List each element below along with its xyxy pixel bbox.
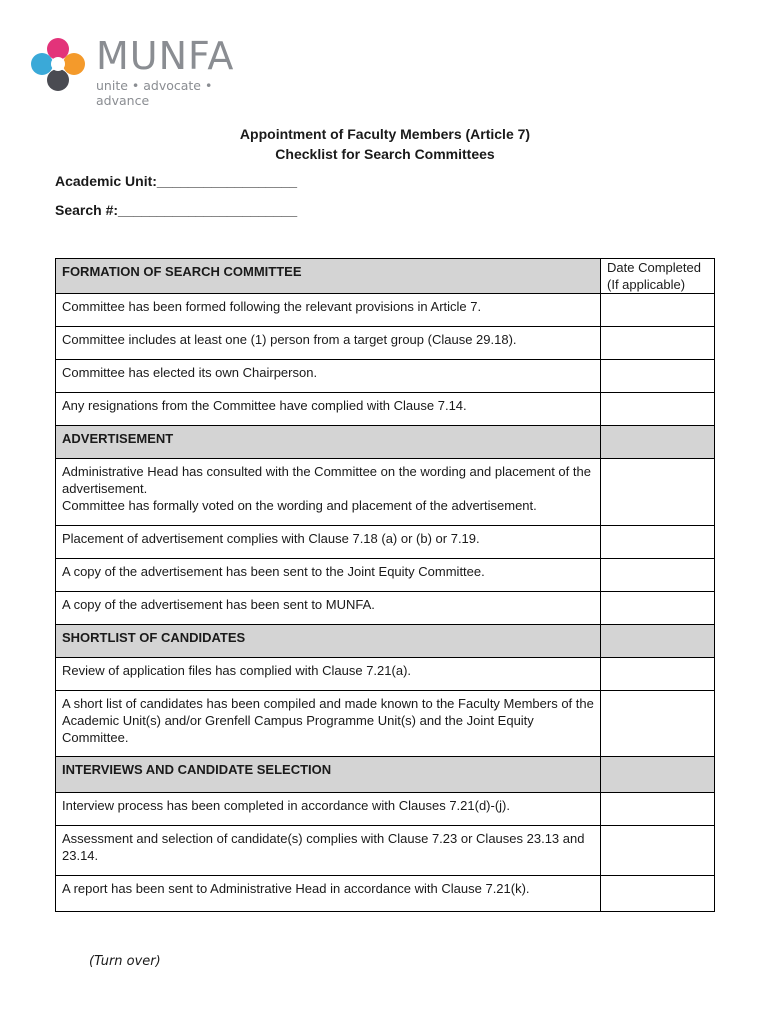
checklist-item: Committee has been formed following the relevant provisions in Article 7.	[56, 294, 601, 327]
section-header-row	[56, 757, 715, 793]
checklist-item: Assessment and selection of candidate(s) complies with Clause 7.23 or Clauses 23.13 and 23.14.	[56, 826, 601, 876]
logo-tagline: unite • advocate • advance	[96, 78, 213, 108]
checklist-item: A copy of the advertisement has been sent to the Joint Equity Committee.	[56, 559, 601, 592]
section-date-cell	[601, 757, 715, 793]
checklist-item: A report has been sent to Administrative Head in accordance with Clause 7.21(k).	[56, 876, 601, 912]
section-title: FORMATION OF SEARCH COMMITTEE	[56, 259, 601, 294]
checklist-item: Review of application files has complied with Clause 7.21(a).	[56, 658, 601, 691]
table-row	[56, 592, 715, 625]
munfa-logo	[30, 34, 260, 108]
if-applicable-label: (If applicable)	[607, 277, 686, 292]
checklist-item: Interview process has been completed in accordance with Clauses 7.21(d)-(j).	[56, 793, 601, 826]
section-header-row	[56, 259, 715, 294]
section-title: INTERVIEWS AND CANDIDATE SELECTION	[56, 757, 601, 793]
table-row	[56, 393, 715, 426]
table-row	[56, 327, 715, 360]
table-row	[56, 826, 715, 876]
date-completed-cell[interactable]	[601, 876, 715, 912]
date-completed-cell[interactable]	[601, 526, 715, 559]
logo-brand-text: MUNFA	[96, 34, 235, 78]
table-row	[56, 526, 715, 559]
checklist-table	[55, 258, 715, 912]
table-row	[56, 360, 715, 393]
section-date-cell	[601, 426, 715, 459]
table-row	[56, 459, 715, 526]
date-completed-cell[interactable]	[601, 559, 715, 592]
section-title: SHORTLIST OF CANDIDATES	[56, 625, 601, 658]
table-row	[56, 658, 715, 691]
date-completed-cell[interactable]	[601, 294, 715, 327]
section-date-cell	[601, 625, 715, 658]
date-completed-cell[interactable]	[601, 360, 715, 393]
date-completed-cell[interactable]	[601, 826, 715, 876]
date-completed-cell[interactable]	[601, 327, 715, 360]
date-completed-header	[601, 259, 715, 294]
document-title: Appointment of Faculty Members (Article 7)	[239, 126, 531, 142]
table-row	[56, 876, 715, 912]
table-row	[56, 294, 715, 327]
table-row	[56, 691, 715, 757]
table-row	[56, 793, 715, 826]
date-completed-cell[interactable]	[601, 459, 715, 526]
date-completed-cell[interactable]	[601, 658, 715, 691]
checklist-item: Any resignations from the Committee have complied with Clause 7.14.	[56, 393, 601, 426]
academic-unit-field: Academic Unit:__________________	[55, 173, 298, 189]
turn-over-note: (Turn over)	[89, 954, 161, 969]
search-number-field: Search #:_______________________	[55, 202, 298, 218]
checklist-item: Administrative Head has consulted with the Committee on the wording and placement of the advertisement.	[62, 464, 591, 496]
checklist-item: A copy of the advertisement has been sent to MUNFA.	[56, 592, 601, 625]
checklist-item: Committee has formally voted on the wording and placement of the advertisement.	[62, 498, 537, 513]
checklist-item: A short list of candidates has been compiled and made known to the Faculty Members of the Academic Unit(s) and/or Grenfell Campus Programme Unit(s) and the Joint Equity Committee.	[56, 691, 601, 757]
date-completed-cell[interactable]	[601, 793, 715, 826]
date-completed-cell[interactable]	[601, 592, 715, 625]
checklist-item: Committee has elected its own Chairperson.	[56, 360, 601, 393]
document-titles	[0, 124, 770, 164]
section-title: ADVERTISEMENT	[56, 426, 601, 459]
date-completed-cell[interactable]	[601, 691, 715, 757]
document-subtitle: Checklist for Search Committees	[275, 146, 495, 162]
munfa-logo-icon	[30, 36, 90, 96]
checklist-item: Committee includes at least one (1) person from a target group (Clause 29.18).	[56, 327, 601, 360]
checklist-item: Placement of advertisement complies with Clause 7.18 (a) or (b) or 7.19.	[56, 526, 601, 559]
section-header-row	[56, 625, 715, 658]
section-header-row	[56, 426, 715, 459]
date-completed-cell[interactable]	[601, 393, 715, 426]
table-row	[56, 559, 715, 592]
date-completed-label: Date Completed	[607, 260, 701, 275]
checklist-item-group	[56, 459, 601, 526]
